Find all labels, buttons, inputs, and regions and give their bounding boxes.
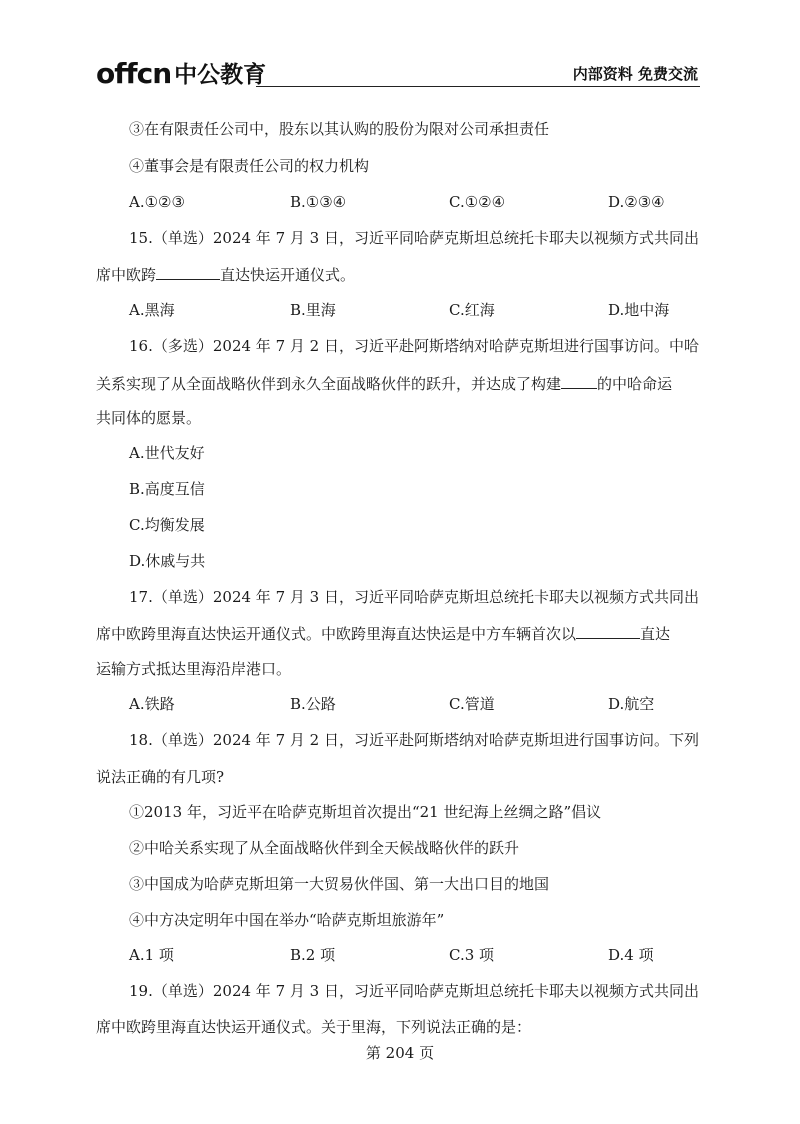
q14-option-b: B.①③④ (290, 193, 347, 211)
q18-option-a: A.1 项 (129, 946, 174, 964)
logo-latin-text: offcn (96, 57, 172, 90)
q15-answer-blank (156, 264, 220, 280)
q18-option-d: D.4 项 (608, 946, 654, 964)
q18-option-c: C.3 项 (449, 946, 495, 964)
q16-stem-line-2 (96, 373, 672, 394)
q16-stem-line-1: 16.（多选）2024 年 7 月 2 日，习近平赴阿斯塔纳对哈萨克斯坦进行国事访问。中哈 (129, 337, 699, 355)
q16-option-a: A.世代友好 (129, 444, 205, 462)
q15-option-c: C.红海 (449, 301, 495, 319)
q17-option-c: C.管道 (449, 695, 495, 713)
q17-stem-line-2 (96, 623, 670, 644)
logo-chinese-text: 中公教育 (174, 62, 267, 88)
q15-option-a: A.黑海 (129, 301, 175, 319)
q16-answer-blank (561, 373, 597, 389)
q15-stem-line-1: 15.（单选）2024 年 7 月 3 日，习近平同哈萨克斯坦总统托卡耶夫以视频方式共同出 (129, 229, 699, 247)
q16-option-b: B.高度互信 (129, 480, 205, 498)
q18-statement-2: ②中哈关系实现了从全面战略伙伴到全天候战略伙伴的跃升 (129, 839, 520, 857)
q17-stem-line-3: 运输方式抵达里海沿岸港口。 (96, 660, 292, 678)
q18-option-b: B.2 项 (290, 946, 336, 964)
q18-statement-1: ①2013 年，习近平在哈萨克斯坦首次提出“21 世纪海上丝绸之路”倡议 (129, 803, 602, 821)
q19-stem-line-2: 席中欧跨里海直达快运开通仪式。关于里海，下列说法正确的是： (96, 1018, 532, 1036)
q16-stem-line-2-b: 的中哈命运 (597, 375, 673, 393)
q18-statement-3: ③中国成为哈萨克斯坦第一大贸易伙伴国、第一大出口目的地国 (129, 875, 550, 893)
q18-stem-line-2: 说法正确的有几项? (96, 768, 225, 786)
q14-option-d: D.②③④ (608, 193, 665, 211)
q15-stem-line-2-a: 席中欧跨 (96, 266, 157, 284)
q14-option-c: C.①②④ (449, 193, 506, 211)
q15-stem-line-2 (96, 264, 355, 285)
q19-stem-line-1: 19.（单选）2024 年 7 月 3 日，习近平同哈萨克斯坦总统托卡耶夫以视频方式共同出 (129, 982, 699, 1000)
q17-answer-blank (576, 623, 640, 639)
q17-option-a: A.铁路 (129, 695, 175, 713)
q15-option-d: D.地中海 (608, 301, 670, 319)
offcn-logo (96, 58, 266, 88)
q15-option-b: B.里海 (290, 301, 336, 319)
q18-statement-4: ④中方决定明年中国在举办“哈萨克斯坦旅游年” (129, 911, 445, 929)
q14-option-a: A.①②③ (129, 193, 185, 211)
q16-option-d: D.休戚与共 (129, 552, 206, 570)
q15-stem-line-2-b: 直达快运开通仪式。 (220, 266, 356, 284)
q14-statement-3: ③在有限责任公司中，股东以其认购的股份为限对公司承担责任 (129, 120, 550, 138)
q16-stem-line-2-a: 关系实现了从全面战略伙伴到永久全面战略伙伴的跃升，并达成了构建 (96, 375, 562, 393)
header-rule (256, 86, 700, 87)
q17-stem-line-2-a: 席中欧跨里海直达快运开通仪式。中欧跨里海直达快运是中方车辆首次以 (96, 625, 577, 643)
page-number: 第 204 页 (365, 1044, 435, 1062)
q17-stem-line-2-b: 直达 (640, 625, 671, 643)
q17-stem-line-1: 17.（单选）2024 年 7 月 3 日，习近平同哈萨克斯坦总统托卡耶夫以视频方式共同出 (129, 588, 699, 606)
q16-option-c: C.均衡发展 (129, 516, 205, 534)
q14-statement-4: ④董事会是有限责任公司的权力机构 (129, 157, 370, 175)
q17-option-b: B.公路 (290, 695, 336, 713)
header-tagline: 内部资料 免费交流 (572, 65, 698, 83)
q17-option-d: D.航空 (608, 695, 655, 713)
q18-stem-line-1: 18.（单选）2024 年 7 月 2 日，习近平赴阿斯塔纳对哈萨克斯坦进行国事访问。下列 (129, 731, 699, 749)
q16-stem-line-3: 共同体的愿景。 (96, 409, 202, 427)
page-header (96, 58, 700, 90)
